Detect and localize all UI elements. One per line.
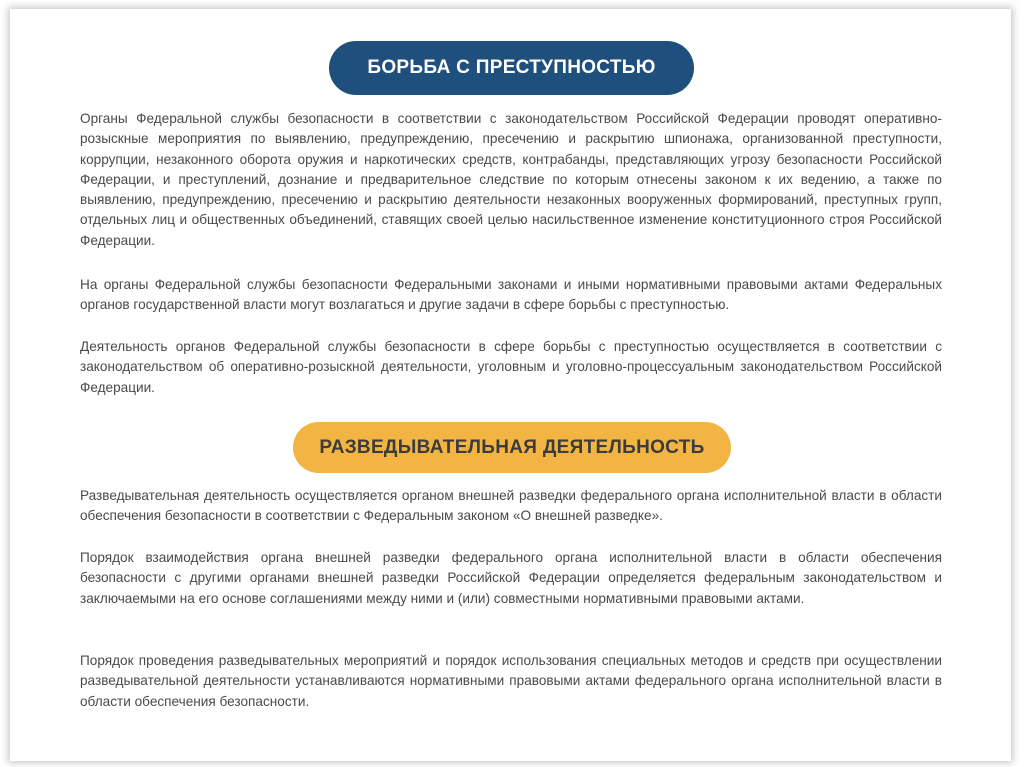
paragraph-intelligence-body: Разведывательная деятельность осуществляется органом внешней разведки федерального органа исполнительной власти в области обеспечения безопасности в соответствии с Федеральным законом «О внешней разведке». xyxy=(80,488,942,524)
section-title-intelligence: РАЗВЕДЫВАТЕЛЬНАЯ ДЕЯТЕЛЬНОСТЬ xyxy=(293,422,731,473)
paragraph-cooperation-order: Порядок взаимодействия органа внешней разведки федерального органа исполнительной власти в области обеспечения безопасности с другими органами внешней разведки Российской Федерации определяется федеральным законодательством и заключаемыми на его основе соглашениями между ними и (или) совместными нормативными правовыми актами. xyxy=(80,550,942,606)
paragraph-legal-basis: Деятельность органов Федеральной службы безопасности в сфере борьбы с преступностью осуществляется в соответствии с законодательством об оперативно-розыскной деятельности, уголовным и уголовно-процессуальным законодательством Российской Федерации. xyxy=(80,339,942,395)
paragraph-fsb-operations: Органы Федеральной службы безопасности в соответствии с законодательством Российской Федерации проводят оперативно-розыскные мероприятия по выявлению, предупреждению, пресечению и раскрытию шпионажа, организованной преступности, коррупции, незаконного оборота оружия и наркотических средств, контрабанды, представляющих угрозу безопасности Российской Федерации, и преступлений, дознание и предварительное следствие по которым отнесены законом к их ведению, а также по выявлению, предупреждению, пресечению и раскрытию деятельности незаконных вооруженных формирований, преступных групп, отдельных лиц и общественных объединений, ставящих своей целью насильственное изменение конституционного строя Российской Федерации. xyxy=(80,111,942,248)
paragraph-other-tasks: На органы Федеральной службы безопасности Федеральными законами и иными нормативными правовыми актами Федеральных органов государственной власти могут возлагаться и другие задачи в сфере борьбы с преступностью. xyxy=(80,277,942,313)
section-title-crime-fighting: БОРЬБА С ПРЕСТУПНОСТЬЮ xyxy=(329,41,694,95)
paragraph-methods-order: Порядок проведения разведывательных мероприятий и порядок использования специальных методов и средств при осуществлении разведывательной деятельности устанавливаются нормативными правовыми актами федерального органа исполнительной власти в области обеспечения безопасности. xyxy=(80,653,942,709)
